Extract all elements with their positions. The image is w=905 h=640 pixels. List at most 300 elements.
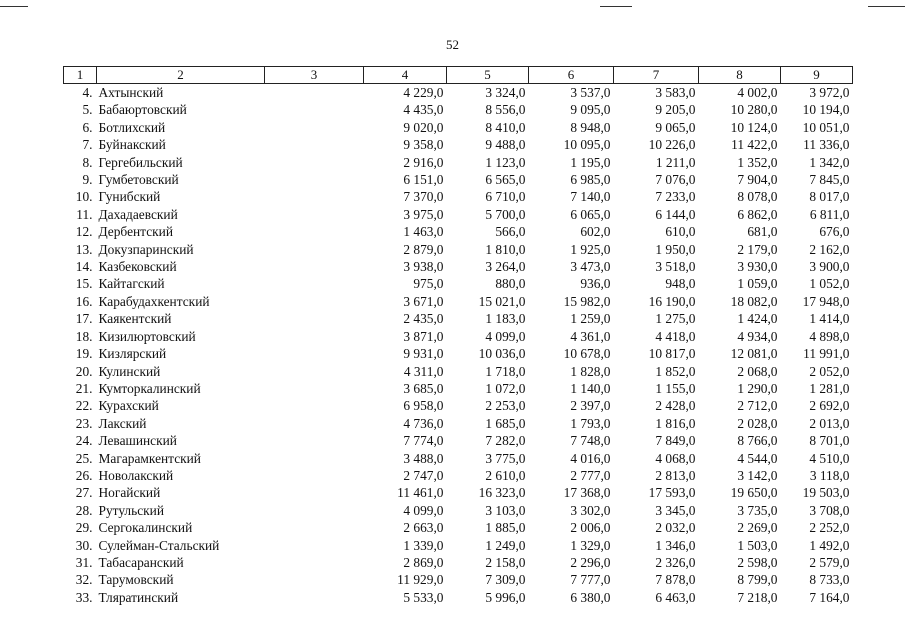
cell-col-9: 2 013,0 xyxy=(809,415,850,431)
row-number: 27. xyxy=(75,485,93,501)
row-number: 10. xyxy=(75,189,93,205)
district-name: Кизлярский xyxy=(98,346,167,362)
district-name: Докузпаринский xyxy=(98,241,194,257)
row-number: 13. xyxy=(75,241,93,257)
district-name: Сергокалинский xyxy=(98,520,193,536)
cell-col-8: 8 766,0 xyxy=(737,433,778,449)
cell-col-5: 1 718,0 xyxy=(485,363,526,379)
cell-col-5: 1 685,0 xyxy=(485,415,526,431)
table-row xyxy=(64,415,853,432)
cell-col-5: 16 323,0 xyxy=(478,485,526,501)
cell-col-7: 10 226,0 xyxy=(648,137,696,153)
row-number: 30. xyxy=(75,537,93,553)
col-header-4: 4 xyxy=(364,67,447,84)
district-name: Кайтагский xyxy=(98,276,165,292)
cell-col-4: 975,0 xyxy=(413,276,444,292)
cell-col-7: 6 144,0 xyxy=(655,206,696,222)
cell-col-4: 3 975,0 xyxy=(403,206,444,222)
cell-col-6: 8 948,0 xyxy=(570,119,611,135)
cell-col-9: 3 900,0 xyxy=(809,259,850,275)
cell-col-5: 1 183,0 xyxy=(485,311,526,327)
cell-col-9: 1 492,0 xyxy=(809,537,850,553)
district-name: Курахский xyxy=(98,398,159,414)
cell-col-5: 2 158,0 xyxy=(485,554,526,570)
cell-col-7: 1 816,0 xyxy=(655,415,696,431)
cell-col-3 xyxy=(265,223,364,240)
table-row xyxy=(64,171,853,188)
cell-col-6: 936,0 xyxy=(580,276,611,292)
cell-col-8: 8 799,0 xyxy=(737,572,778,588)
table-row xyxy=(64,84,853,102)
cell-col-7: 2 032,0 xyxy=(655,520,696,536)
cell-col-3 xyxy=(265,154,364,171)
cell-col-4: 3 488,0 xyxy=(403,450,444,466)
table-row xyxy=(64,450,853,467)
cell-col-5: 5 700,0 xyxy=(485,206,526,222)
cell-col-6: 3 302,0 xyxy=(570,502,611,518)
cell-col-6: 6 380,0 xyxy=(570,589,611,605)
table-row xyxy=(64,467,853,484)
cell-col-9: 8 733,0 xyxy=(809,572,850,588)
district-name: Табасаранский xyxy=(98,554,184,570)
row-number: 21. xyxy=(75,380,93,396)
table-row xyxy=(64,589,853,606)
cell-col-7: 7 878,0 xyxy=(655,572,696,588)
cell-col-7: 3 345,0 xyxy=(655,502,696,518)
district-name: Тарумовский xyxy=(98,572,174,588)
cell-col-6: 4 361,0 xyxy=(570,328,611,344)
table-row xyxy=(64,119,853,136)
cell-col-3 xyxy=(265,397,364,414)
cell-col-4: 7 774,0 xyxy=(403,433,444,449)
cell-col-3 xyxy=(265,345,364,362)
district-name: Бабаюртовский xyxy=(98,102,187,118)
cell-col-8: 3 735,0 xyxy=(737,502,778,518)
table-row xyxy=(64,223,853,240)
district-name: Магарамкентский xyxy=(98,450,201,466)
cell-col-3 xyxy=(265,275,364,292)
cell-col-4: 1 339,0 xyxy=(403,537,444,553)
cell-col-4: 2 747,0 xyxy=(403,467,444,483)
cell-col-7: 9 065,0 xyxy=(655,119,696,135)
cell-col-7: 7 076,0 xyxy=(655,172,696,188)
cell-col-6: 10 678,0 xyxy=(563,346,611,362)
cell-col-6: 1 259,0 xyxy=(570,311,611,327)
cell-col-5: 8 556,0 xyxy=(485,102,526,118)
cell-col-5: 566,0 xyxy=(495,224,526,240)
cell-col-9: 11 991,0 xyxy=(803,346,850,362)
cell-col-3 xyxy=(265,589,364,606)
cell-col-6: 2 397,0 xyxy=(570,398,611,414)
cell-col-3 xyxy=(265,537,364,554)
cell-col-6: 1 329,0 xyxy=(570,537,611,553)
cell-col-9: 1 414,0 xyxy=(809,311,850,327)
cell-col-4: 1 463,0 xyxy=(403,224,444,240)
cell-col-8: 681,0 xyxy=(747,224,778,240)
cell-col-6: 2 777,0 xyxy=(570,467,611,483)
cell-col-8: 1 290,0 xyxy=(737,380,778,396)
cell-col-9: 10 194,0 xyxy=(802,102,850,118)
table-row xyxy=(64,502,853,519)
cell-col-9: 2 252,0 xyxy=(809,520,850,536)
row-number: 17. xyxy=(75,311,93,327)
district-name: Казбековский xyxy=(98,259,177,275)
cell-col-9: 7 845,0 xyxy=(809,172,850,188)
col-header-7: 7 xyxy=(614,67,699,84)
cell-col-9: 19 503,0 xyxy=(802,485,850,501)
cell-col-8: 1 424,0 xyxy=(737,311,778,327)
district-name: Лакский xyxy=(98,415,147,431)
row-number: 7. xyxy=(82,137,93,153)
cell-col-9: 2 579,0 xyxy=(809,554,850,570)
cell-col-5: 3 324,0 xyxy=(485,85,526,100)
cell-col-8: 3 142,0 xyxy=(737,467,778,483)
cell-col-5: 3 103,0 xyxy=(485,502,526,518)
cell-col-8: 2 712,0 xyxy=(737,398,778,414)
row-number: 31. xyxy=(75,554,93,570)
cell-col-6: 3 537,0 xyxy=(570,85,611,100)
cell-col-7: 2 428,0 xyxy=(655,398,696,414)
cell-col-9: 8 017,0 xyxy=(809,189,850,205)
cell-col-9: 2 162,0 xyxy=(809,241,850,257)
cell-col-7: 948,0 xyxy=(665,276,696,292)
table-row xyxy=(64,136,853,153)
cell-col-4: 4 435,0 xyxy=(403,102,444,118)
cell-col-7: 7 233,0 xyxy=(655,189,696,205)
row-number: 25. xyxy=(75,450,93,466)
district-name: Буйнакский xyxy=(98,137,166,153)
cell-col-3 xyxy=(265,380,364,397)
cell-col-5: 1 249,0 xyxy=(485,537,526,553)
cell-col-9: 2 692,0 xyxy=(809,398,850,414)
cell-col-3 xyxy=(265,328,364,345)
table-row xyxy=(64,537,853,554)
table-row xyxy=(64,363,853,380)
cell-col-6: 7 777,0 xyxy=(570,572,611,588)
row-number: 15. xyxy=(75,276,93,292)
cell-col-3 xyxy=(265,206,364,223)
table-row xyxy=(64,206,853,223)
cell-col-9: 11 336,0 xyxy=(803,137,850,153)
table-row xyxy=(64,188,853,205)
cell-col-9: 1 052,0 xyxy=(809,276,850,292)
cell-col-4: 9 358,0 xyxy=(403,137,444,153)
row-number: 23. xyxy=(75,415,93,431)
cell-col-4: 2 879,0 xyxy=(403,241,444,257)
table-row xyxy=(64,571,853,588)
cell-col-6: 1 140,0 xyxy=(570,380,611,396)
row-number: 14. xyxy=(75,259,93,275)
cell-col-9: 6 811,0 xyxy=(809,206,850,222)
table-row xyxy=(64,275,853,292)
cell-col-3 xyxy=(265,519,364,536)
cell-col-5: 4 099,0 xyxy=(485,328,526,344)
district-name: Сулейман-Стальский xyxy=(98,537,220,553)
row-number: 26. xyxy=(75,467,93,483)
cell-col-8: 2 269,0 xyxy=(737,520,778,536)
cell-col-4: 2 663,0 xyxy=(403,520,444,536)
data-table xyxy=(63,66,853,606)
cell-col-8: 7 904,0 xyxy=(737,172,778,188)
cell-col-5: 6 565,0 xyxy=(485,172,526,188)
cell-col-8: 1 503,0 xyxy=(737,537,778,553)
cell-col-6: 3 473,0 xyxy=(570,259,611,275)
cell-col-9: 1 342,0 xyxy=(809,154,850,170)
row-number: 20. xyxy=(75,363,93,379)
district-name: Левашинский xyxy=(98,433,177,449)
cell-col-8: 6 862,0 xyxy=(737,206,778,222)
district-name: Гумбетовский xyxy=(98,172,179,188)
cell-col-3 xyxy=(265,450,364,467)
table-row xyxy=(64,293,853,310)
cell-col-4: 4 229,0 xyxy=(403,85,444,100)
cell-col-5: 6 710,0 xyxy=(485,189,526,205)
scan-edge-line-center xyxy=(600,6,632,7)
cell-col-7: 3 518,0 xyxy=(655,259,696,275)
cell-col-6: 7 748,0 xyxy=(570,433,611,449)
col-header-6: 6 xyxy=(529,67,614,84)
district-name: Карабудахкентский xyxy=(98,293,210,309)
cell-col-8: 19 650,0 xyxy=(730,485,778,501)
district-name: Кизилюртовский xyxy=(98,328,196,344)
cell-col-6: 6 985,0 xyxy=(570,172,611,188)
cell-col-8: 2 598,0 xyxy=(737,554,778,570)
cell-col-7: 2 326,0 xyxy=(655,554,696,570)
col-header-5: 5 xyxy=(447,67,529,84)
cell-col-4: 5 533,0 xyxy=(403,589,444,605)
cell-col-3 xyxy=(265,467,364,484)
page-number: 52 xyxy=(446,37,459,52)
cell-col-7: 1 852,0 xyxy=(655,363,696,379)
district-name: Гунибский xyxy=(98,189,161,205)
cell-col-6: 2 296,0 xyxy=(570,554,611,570)
col-header-2: 2 xyxy=(97,67,265,84)
cell-col-8: 3 930,0 xyxy=(737,259,778,275)
row-number: 16. xyxy=(75,293,93,309)
cell-col-7: 10 817,0 xyxy=(648,346,696,362)
cell-col-4: 6 958,0 xyxy=(403,398,444,414)
cell-col-3 xyxy=(265,101,364,118)
cell-col-6: 602,0 xyxy=(580,224,611,240)
cell-col-7: 16 190,0 xyxy=(648,293,696,309)
cell-col-4: 2 435,0 xyxy=(403,311,444,327)
cell-col-6: 1 925,0 xyxy=(570,241,611,257)
table-row xyxy=(64,484,853,501)
cell-col-5: 5 996,0 xyxy=(485,589,526,605)
cell-col-5: 2 253,0 xyxy=(485,398,526,414)
district-name: Дербентский xyxy=(98,224,173,240)
row-number: 6. xyxy=(82,119,93,135)
row-number: 32. xyxy=(75,572,93,588)
cell-col-4: 3 871,0 xyxy=(403,328,444,344)
cell-col-8: 7 218,0 xyxy=(737,589,778,605)
cell-col-3 xyxy=(265,258,364,275)
row-number: 4. xyxy=(82,85,93,100)
cell-col-3 xyxy=(265,571,364,588)
table-row xyxy=(64,328,853,345)
cell-col-3 xyxy=(265,171,364,188)
cell-col-3 xyxy=(265,241,364,258)
cell-col-8: 2 068,0 xyxy=(737,363,778,379)
cell-col-8: 10 124,0 xyxy=(730,119,778,135)
cell-col-9: 10 051,0 xyxy=(802,119,850,135)
table-body xyxy=(64,84,853,607)
row-number: 19. xyxy=(75,346,93,362)
cell-col-3 xyxy=(265,432,364,449)
cell-col-7: 6 463,0 xyxy=(655,589,696,605)
row-number: 33. xyxy=(75,589,93,605)
cell-col-5: 1 885,0 xyxy=(485,520,526,536)
cell-col-4: 4 736,0 xyxy=(403,415,444,431)
table-row xyxy=(64,554,853,571)
cell-col-4: 4 311,0 xyxy=(403,363,444,379)
table-header xyxy=(64,67,853,84)
cell-col-4: 2 916,0 xyxy=(403,154,444,170)
cell-col-4: 11 461,0 xyxy=(397,485,444,501)
cell-col-7: 4 418,0 xyxy=(655,328,696,344)
row-number: 29. xyxy=(75,520,93,536)
cell-col-6: 1 828,0 xyxy=(570,363,611,379)
row-number: 9. xyxy=(82,172,93,188)
district-name: Ахтынский xyxy=(98,85,164,100)
row-number: 5. xyxy=(82,102,93,118)
cell-col-8: 8 078,0 xyxy=(737,189,778,205)
cell-col-3 xyxy=(265,415,364,432)
cell-col-7: 610,0 xyxy=(665,224,696,240)
district-name: Дахадаевский xyxy=(98,206,178,222)
district-name: Гергебильский xyxy=(98,154,183,170)
cell-col-3 xyxy=(265,293,364,310)
cell-col-6: 4 016,0 xyxy=(570,450,611,466)
cell-col-9: 676,0 xyxy=(819,224,850,240)
cell-col-7: 7 849,0 xyxy=(655,433,696,449)
table-row xyxy=(64,397,853,414)
cell-col-4: 3 671,0 xyxy=(403,293,444,309)
cell-col-4: 11 929,0 xyxy=(397,572,444,588)
cell-col-3 xyxy=(265,484,364,501)
cell-col-8: 4 934,0 xyxy=(737,328,778,344)
table-row xyxy=(64,101,853,118)
row-number: 8. xyxy=(82,154,93,170)
table-row xyxy=(64,258,853,275)
cell-col-9: 17 948,0 xyxy=(802,293,850,309)
cell-col-5: 9 488,0 xyxy=(485,137,526,153)
cell-col-6: 10 095,0 xyxy=(563,137,611,153)
cell-col-7: 1 346,0 xyxy=(655,537,696,553)
cell-col-7: 1 950,0 xyxy=(655,241,696,257)
district-name: Тляратинский xyxy=(98,589,179,605)
cell-col-4: 9 020,0 xyxy=(403,119,444,135)
table-row xyxy=(64,345,853,362)
district-name: Кумторкалинский xyxy=(98,380,201,396)
row-number: 18. xyxy=(75,328,93,344)
district-name: Новолакский xyxy=(98,467,174,483)
cell-col-7: 4 068,0 xyxy=(655,450,696,466)
cell-col-9: 4 510,0 xyxy=(809,450,850,466)
cell-col-6: 17 368,0 xyxy=(563,485,611,501)
cell-col-4: 4 099,0 xyxy=(403,502,444,518)
cell-col-4: 3 938,0 xyxy=(403,259,444,275)
cell-col-9: 4 898,0 xyxy=(809,328,850,344)
cell-col-3 xyxy=(265,188,364,205)
cell-col-3 xyxy=(265,119,364,136)
cell-col-4: 7 370,0 xyxy=(403,189,444,205)
cell-col-5: 1 123,0 xyxy=(485,154,526,170)
table-row xyxy=(64,241,853,258)
col-header-8: 8 xyxy=(699,67,781,84)
col-header-3: 3 xyxy=(265,67,364,84)
cell-col-3 xyxy=(265,554,364,571)
cell-col-9: 2 052,0 xyxy=(809,363,850,379)
row-number: 24. xyxy=(75,433,93,449)
cell-col-9: 3 118,0 xyxy=(809,467,850,483)
cell-col-9: 1 281,0 xyxy=(809,380,850,396)
row-number: 12. xyxy=(75,224,93,240)
cell-col-8: 12 081,0 xyxy=(730,346,778,362)
cell-col-3 xyxy=(265,136,364,153)
district-name: Ногайский xyxy=(98,485,161,501)
cell-col-5: 7 309,0 xyxy=(485,572,526,588)
row-number: 11. xyxy=(76,206,93,222)
cell-col-9: 8 701,0 xyxy=(809,433,850,449)
table-row xyxy=(64,519,853,536)
cell-col-6: 6 065,0 xyxy=(570,206,611,222)
cell-col-5: 3 775,0 xyxy=(485,450,526,466)
district-name: Ботлихский xyxy=(98,119,166,135)
cell-col-5: 880,0 xyxy=(495,276,526,292)
cell-col-7: 1 275,0 xyxy=(655,311,696,327)
cell-col-3 xyxy=(265,502,364,519)
cell-col-9: 3 708,0 xyxy=(809,502,850,518)
cell-col-7: 2 813,0 xyxy=(655,467,696,483)
cell-col-5: 8 410,0 xyxy=(485,119,526,135)
cell-col-8: 1 352,0 xyxy=(737,154,778,170)
cell-col-8: 4 002,0 xyxy=(737,85,778,100)
cell-col-5: 10 036,0 xyxy=(478,346,526,362)
cell-col-8: 1 059,0 xyxy=(737,276,778,292)
cell-col-5: 3 264,0 xyxy=(485,259,526,275)
cell-col-7: 1 211,0 xyxy=(655,154,696,170)
cell-col-8: 11 422,0 xyxy=(731,137,778,153)
cell-col-6: 9 095,0 xyxy=(570,102,611,118)
cell-col-9: 7 164,0 xyxy=(809,589,850,605)
cell-col-6: 2 006,0 xyxy=(570,520,611,536)
header-row xyxy=(64,67,853,84)
cell-col-7: 1 155,0 xyxy=(655,380,696,396)
cell-col-8: 2 028,0 xyxy=(737,415,778,431)
cell-col-7: 3 583,0 xyxy=(655,85,696,100)
cell-col-8: 4 544,0 xyxy=(737,450,778,466)
cell-col-6: 7 140,0 xyxy=(570,189,611,205)
cell-col-3 xyxy=(265,363,364,380)
row-number: 22. xyxy=(75,398,93,414)
cell-col-3 xyxy=(265,84,364,102)
cell-col-5: 2 610,0 xyxy=(485,467,526,483)
district-name: Рутульский xyxy=(98,502,164,518)
cell-col-5: 15 021,0 xyxy=(478,293,526,309)
cell-col-7: 17 593,0 xyxy=(648,485,696,501)
cell-col-6: 1 195,0 xyxy=(570,154,611,170)
cell-col-6: 1 793,0 xyxy=(570,415,611,431)
cell-col-5: 1 072,0 xyxy=(485,380,526,396)
table-row xyxy=(64,154,853,171)
scan-edge-line-left xyxy=(0,6,28,7)
cell-col-3 xyxy=(265,310,364,327)
cell-col-8: 10 280,0 xyxy=(730,102,778,118)
col-header-1: 1 xyxy=(64,67,97,84)
table-row xyxy=(64,432,853,449)
cell-col-4: 6 151,0 xyxy=(403,172,444,188)
